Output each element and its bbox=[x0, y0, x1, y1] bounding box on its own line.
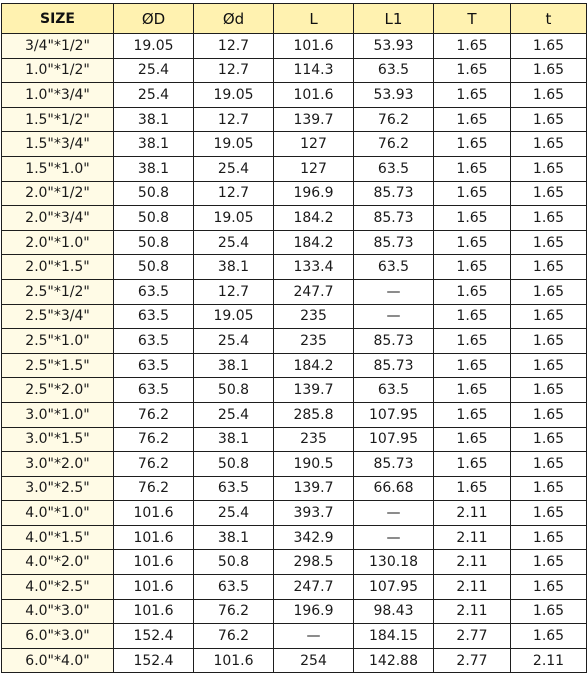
table-row bbox=[2, 575, 587, 600]
cell-length-1: 76.2 bbox=[354, 107, 434, 132]
cell-outer-diameter: 63.5 bbox=[114, 353, 194, 378]
cell-thickness-large: 1.65 bbox=[434, 107, 511, 132]
table-row bbox=[2, 525, 587, 550]
cell-length-1: 107.95 bbox=[354, 402, 434, 427]
cell-thickness-small: 1.65 bbox=[511, 427, 587, 452]
cell-thickness-large: 1.65 bbox=[434, 58, 511, 83]
cell-length-1: 184.15 bbox=[354, 624, 434, 649]
table-row bbox=[2, 648, 587, 673]
cell-thickness-large: 1.65 bbox=[434, 476, 511, 501]
cell-length: 184.2 bbox=[274, 206, 354, 231]
cell-thickness-large: 1.65 bbox=[434, 255, 511, 280]
table-row bbox=[2, 452, 587, 477]
cell-thickness-large: 2.11 bbox=[434, 501, 511, 526]
cell-inner-diameter: 63.5 bbox=[194, 476, 274, 501]
table-row bbox=[2, 34, 587, 59]
cell-size: 3.0"*1.0" bbox=[2, 402, 114, 427]
cell-inner-diameter: 38.1 bbox=[194, 353, 274, 378]
cell-length: 298.5 bbox=[274, 550, 354, 575]
cell-outer-diameter: 101.6 bbox=[114, 525, 194, 550]
cell-inner-diameter: 50.8 bbox=[194, 452, 274, 477]
cell-thickness-large: 1.65 bbox=[434, 181, 511, 206]
cell-thickness-large: 2.11 bbox=[434, 575, 511, 600]
cell-thickness-large: 1.65 bbox=[434, 402, 511, 427]
header-size: SIZE bbox=[2, 4, 114, 34]
cell-outer-diameter: 101.6 bbox=[114, 550, 194, 575]
header-length-1: L1 bbox=[354, 4, 434, 34]
cell-length-1: 63.5 bbox=[354, 58, 434, 83]
cell-outer-diameter: 50.8 bbox=[114, 230, 194, 255]
cell-thickness-large: 2.77 bbox=[434, 648, 511, 673]
cell-outer-diameter: 50.8 bbox=[114, 206, 194, 231]
cell-outer-diameter: 101.6 bbox=[114, 599, 194, 624]
cell-thickness-large: 2.77 bbox=[434, 624, 511, 649]
cell-outer-diameter: 152.4 bbox=[114, 648, 194, 673]
cell-thickness-large: 1.65 bbox=[434, 34, 511, 59]
cell-length: 101.6 bbox=[274, 34, 354, 59]
header-outer-diameter: ØD bbox=[114, 4, 194, 34]
cell-outer-diameter: 38.1 bbox=[114, 107, 194, 132]
cell-thickness-large: 1.65 bbox=[434, 329, 511, 354]
cell-length: 196.9 bbox=[274, 181, 354, 206]
cell-size: 6.0"*3.0" bbox=[2, 624, 114, 649]
cell-length-1: 66.68 bbox=[354, 476, 434, 501]
cell-length: 139.7 bbox=[274, 476, 354, 501]
cell-length: 342.9 bbox=[274, 525, 354, 550]
cell-outer-diameter: 76.2 bbox=[114, 476, 194, 501]
cell-size: 6.0"*4.0" bbox=[2, 648, 114, 673]
cell-outer-diameter: 152.4 bbox=[114, 624, 194, 649]
cell-outer-diameter: 38.1 bbox=[114, 132, 194, 157]
cell-length: 235 bbox=[274, 304, 354, 329]
header-length: L bbox=[274, 4, 354, 34]
cell-thickness-small: 1.65 bbox=[511, 83, 587, 108]
cell-length: 139.7 bbox=[274, 378, 354, 403]
cell-length: 101.6 bbox=[274, 83, 354, 108]
cell-inner-diameter: 101.6 bbox=[194, 648, 274, 673]
cell-thickness-large: 1.65 bbox=[434, 132, 511, 157]
cell-inner-diameter: 19.05 bbox=[194, 206, 274, 231]
cell-inner-diameter: 12.7 bbox=[194, 34, 274, 59]
cell-length-1: 63.5 bbox=[354, 156, 434, 181]
cell-length-1: 142.88 bbox=[354, 648, 434, 673]
cell-inner-diameter: 50.8 bbox=[194, 378, 274, 403]
cell-outer-diameter: 25.4 bbox=[114, 58, 194, 83]
cell-size: 1.5"*3/4" bbox=[2, 132, 114, 157]
cell-length: 247.7 bbox=[274, 279, 354, 304]
cell-inner-diameter: 12.7 bbox=[194, 107, 274, 132]
cell-thickness-small: 1.65 bbox=[511, 156, 587, 181]
cell-size: 1.5"*1/2" bbox=[2, 107, 114, 132]
cell-outer-diameter: 50.8 bbox=[114, 181, 194, 206]
cell-size: 4.0"*2.0" bbox=[2, 550, 114, 575]
cell-length-1: 63.5 bbox=[354, 255, 434, 280]
cell-length: 127 bbox=[274, 132, 354, 157]
cell-thickness-small: 1.65 bbox=[511, 550, 587, 575]
cell-size: 2.0"*1/2" bbox=[2, 181, 114, 206]
cell-inner-diameter: 50.8 bbox=[194, 550, 274, 575]
cell-size: 2.0"*1.5" bbox=[2, 255, 114, 280]
table-row bbox=[2, 476, 587, 501]
cell-thickness-large: 1.65 bbox=[434, 452, 511, 477]
cell-length: 114.3 bbox=[274, 58, 354, 83]
cell-thickness-small: 1.65 bbox=[511, 107, 587, 132]
table-body bbox=[2, 34, 587, 673]
cell-thickness-small: 1.65 bbox=[511, 34, 587, 59]
cell-length: 235 bbox=[274, 427, 354, 452]
cell-inner-diameter: 25.4 bbox=[194, 156, 274, 181]
cell-outer-diameter: 76.2 bbox=[114, 427, 194, 452]
cell-outer-diameter: 63.5 bbox=[114, 304, 194, 329]
cell-size: 2.0"*3/4" bbox=[2, 206, 114, 231]
cell-size: 2.5"*3/4" bbox=[2, 304, 114, 329]
table-row bbox=[2, 156, 587, 181]
table-row bbox=[2, 624, 587, 649]
cell-inner-diameter: 19.05 bbox=[194, 132, 274, 157]
cell-outer-diameter: 63.5 bbox=[114, 329, 194, 354]
cell-thickness-small: 1.65 bbox=[511, 132, 587, 157]
cell-thickness-small: 1.65 bbox=[511, 329, 587, 354]
cell-size: 4.0"*1.5" bbox=[2, 525, 114, 550]
empty-value-dash: — bbox=[354, 279, 434, 304]
cell-inner-diameter: 25.4 bbox=[194, 402, 274, 427]
cell-size: 1.0"*3/4" bbox=[2, 83, 114, 108]
cell-size: 2.5"*1.0" bbox=[2, 329, 114, 354]
table-row bbox=[2, 206, 587, 231]
table-row bbox=[2, 255, 587, 280]
cell-thickness-small: 1.65 bbox=[511, 378, 587, 403]
cell-thickness-small: 1.65 bbox=[511, 255, 587, 280]
table-row bbox=[2, 304, 587, 329]
table-row bbox=[2, 83, 587, 108]
cell-length: 247.7 bbox=[274, 575, 354, 600]
cell-outer-diameter: 19.05 bbox=[114, 34, 194, 59]
cell-thickness-large: 1.65 bbox=[434, 427, 511, 452]
empty-value-dash: — bbox=[354, 501, 434, 526]
cell-length-1: 85.73 bbox=[354, 206, 434, 231]
cell-inner-diameter: 12.7 bbox=[194, 279, 274, 304]
cell-thickness-large: 1.65 bbox=[434, 353, 511, 378]
cell-length-1: 85.73 bbox=[354, 353, 434, 378]
cell-thickness-small: 1.65 bbox=[511, 279, 587, 304]
cell-thickness-small: 1.65 bbox=[511, 476, 587, 501]
cell-thickness-small: 1.65 bbox=[511, 304, 587, 329]
cell-thickness-large: 1.65 bbox=[434, 83, 511, 108]
cell-thickness-small: 1.65 bbox=[511, 206, 587, 231]
cell-length-1: 85.73 bbox=[354, 452, 434, 477]
cell-thickness-small: 1.65 bbox=[511, 525, 587, 550]
table-row bbox=[2, 230, 587, 255]
cell-size: 2.5"*1/2" bbox=[2, 279, 114, 304]
cell-thickness-small: 2.11 bbox=[511, 648, 587, 673]
cell-length: 196.9 bbox=[274, 599, 354, 624]
cell-length-1: 107.95 bbox=[354, 575, 434, 600]
table-row bbox=[2, 402, 587, 427]
cell-thickness-large: 1.65 bbox=[434, 206, 511, 231]
cell-size: 3.0"*1.5" bbox=[2, 427, 114, 452]
cell-size: 2.0"*1.0" bbox=[2, 230, 114, 255]
table-row bbox=[2, 58, 587, 83]
cell-length-1: 53.93 bbox=[354, 34, 434, 59]
cell-thickness-large: 1.65 bbox=[434, 279, 511, 304]
empty-value-dash: — bbox=[354, 304, 434, 329]
cell-length: 254 bbox=[274, 648, 354, 673]
cell-length: 139.7 bbox=[274, 107, 354, 132]
cell-length-1: 98.43 bbox=[354, 599, 434, 624]
cell-thickness-large: 1.65 bbox=[434, 304, 511, 329]
table-row bbox=[2, 181, 587, 206]
cell-size: 4.0"*3.0" bbox=[2, 599, 114, 624]
cell-thickness-small: 1.65 bbox=[511, 575, 587, 600]
header-inner-diameter: Ød bbox=[194, 4, 274, 34]
cell-length: 285.8 bbox=[274, 402, 354, 427]
cell-outer-diameter: 38.1 bbox=[114, 156, 194, 181]
cell-thickness-large: 1.65 bbox=[434, 378, 511, 403]
cell-inner-diameter: 38.1 bbox=[194, 525, 274, 550]
cell-length-1: 53.93 bbox=[354, 83, 434, 108]
header-row bbox=[2, 4, 587, 34]
cell-thickness-small: 1.65 bbox=[511, 230, 587, 255]
table-row bbox=[2, 599, 587, 624]
cell-inner-diameter: 19.05 bbox=[194, 83, 274, 108]
cell-thickness-small: 1.65 bbox=[511, 353, 587, 378]
cell-size: 3.0"*2.5" bbox=[2, 476, 114, 501]
table-header bbox=[2, 4, 587, 34]
cell-length: 235 bbox=[274, 329, 354, 354]
cell-thickness-small: 1.65 bbox=[511, 181, 587, 206]
cell-inner-diameter: 63.5 bbox=[194, 575, 274, 600]
cell-thickness-small: 1.65 bbox=[511, 58, 587, 83]
cell-thickness-large: 1.65 bbox=[434, 230, 511, 255]
cell-thickness-large: 2.11 bbox=[434, 525, 511, 550]
cell-length-1: 85.73 bbox=[354, 181, 434, 206]
table-row bbox=[2, 279, 587, 304]
cell-outer-diameter: 76.2 bbox=[114, 452, 194, 477]
cell-size: 3.0"*2.0" bbox=[2, 452, 114, 477]
cell-thickness-small: 1.65 bbox=[511, 501, 587, 526]
cell-outer-diameter: 63.5 bbox=[114, 378, 194, 403]
table-row bbox=[2, 501, 587, 526]
empty-value-dash: — bbox=[274, 624, 354, 649]
cell-thickness-large: 2.11 bbox=[434, 550, 511, 575]
cell-length: 127 bbox=[274, 156, 354, 181]
cell-outer-diameter: 101.6 bbox=[114, 575, 194, 600]
cell-length: 190.5 bbox=[274, 452, 354, 477]
cell-thickness-large: 1.65 bbox=[434, 156, 511, 181]
cell-length-1: 85.73 bbox=[354, 329, 434, 354]
table-row bbox=[2, 550, 587, 575]
cell-outer-diameter: 63.5 bbox=[114, 279, 194, 304]
cell-thickness-small: 1.65 bbox=[511, 624, 587, 649]
cell-thickness-small: 1.65 bbox=[511, 599, 587, 624]
empty-value-dash: — bbox=[354, 525, 434, 550]
cell-size: 4.0"*2.5" bbox=[2, 575, 114, 600]
cell-size: 2.5"*2.0" bbox=[2, 378, 114, 403]
cell-size: 2.5"*1.5" bbox=[2, 353, 114, 378]
cell-inner-diameter: 12.7 bbox=[194, 58, 274, 83]
cell-thickness-small: 1.65 bbox=[511, 402, 587, 427]
cell-outer-diameter: 25.4 bbox=[114, 83, 194, 108]
cell-thickness-small: 1.65 bbox=[511, 452, 587, 477]
cell-size: 1.0"*1/2" bbox=[2, 58, 114, 83]
table-row bbox=[2, 107, 587, 132]
cell-length: 184.2 bbox=[274, 230, 354, 255]
cell-size: 1.5"*1.0" bbox=[2, 156, 114, 181]
cell-thickness-large: 2.11 bbox=[434, 599, 511, 624]
cell-length: 393.7 bbox=[274, 501, 354, 526]
table-row bbox=[2, 353, 587, 378]
cell-length-1: 130.18 bbox=[354, 550, 434, 575]
table-row bbox=[2, 329, 587, 354]
cell-inner-diameter: 25.4 bbox=[194, 329, 274, 354]
table-row bbox=[2, 427, 587, 452]
cell-length-1: 63.5 bbox=[354, 378, 434, 403]
cell-inner-diameter: 12.7 bbox=[194, 181, 274, 206]
cell-length: 184.2 bbox=[274, 353, 354, 378]
cell-length-1: 76.2 bbox=[354, 132, 434, 157]
cell-inner-diameter: 38.1 bbox=[194, 255, 274, 280]
cell-size: 4.0"*1.0" bbox=[2, 501, 114, 526]
cell-outer-diameter: 101.6 bbox=[114, 501, 194, 526]
cell-inner-diameter: 76.2 bbox=[194, 599, 274, 624]
header-thickness-large: T bbox=[434, 4, 511, 34]
cell-size: 3/4"*1/2" bbox=[2, 34, 114, 59]
cell-outer-diameter: 76.2 bbox=[114, 402, 194, 427]
cell-inner-diameter: 38.1 bbox=[194, 427, 274, 452]
cell-inner-diameter: 76.2 bbox=[194, 624, 274, 649]
table-row bbox=[2, 132, 587, 157]
header-thickness-small: t bbox=[511, 4, 587, 34]
cell-inner-diameter: 19.05 bbox=[194, 304, 274, 329]
table-row bbox=[2, 378, 587, 403]
cell-inner-diameter: 25.4 bbox=[194, 230, 274, 255]
cell-length: 133.4 bbox=[274, 255, 354, 280]
dimension-spec-table bbox=[1, 3, 587, 673]
cell-outer-diameter: 50.8 bbox=[114, 255, 194, 280]
cell-inner-diameter: 25.4 bbox=[194, 501, 274, 526]
cell-length-1: 107.95 bbox=[354, 427, 434, 452]
cell-length-1: 85.73 bbox=[354, 230, 434, 255]
